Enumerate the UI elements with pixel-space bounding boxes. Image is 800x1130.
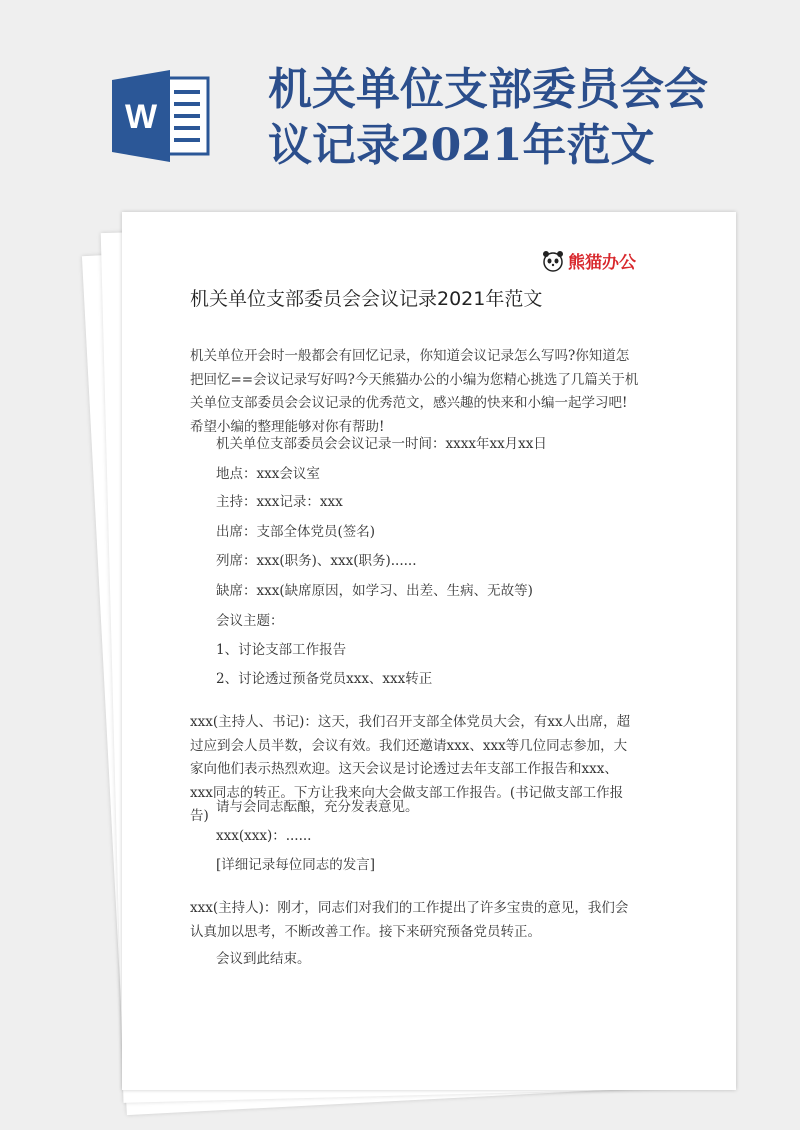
logo-text: 熊猫办公 — [568, 253, 636, 273]
panda-icon — [542, 250, 564, 272]
word-icon — [112, 70, 210, 162]
record-line: [详细记录每位同志的发言] — [216, 857, 376, 873]
logo — [542, 248, 636, 273]
header-title: 机关单位支部委员会会议记录2021年范文 — [268, 64, 708, 171]
record-line: xxx(xxx)：...... — [216, 828, 312, 844]
record-line: 出席：支部全体党员(签名) — [216, 524, 376, 540]
document-title: 机关单位支部委员会会议记录2021年范文 — [190, 288, 543, 310]
record-line: 会议主题： — [216, 613, 284, 629]
record-line: 1、讨论支部工作报告 — [216, 642, 347, 658]
record-line: 2、讨论透过预备党员xxx、xxx转正 — [216, 671, 433, 687]
svg-text:W: W — [124, 98, 158, 136]
document-page — [122, 212, 736, 1090]
record-line: 缺席：xxx(缺席原因，如学习、出差、生病、无故等) — [216, 583, 533, 599]
record-line: 列席：xxx(职务)、xxx(职务)...... — [216, 553, 417, 569]
closing-line: 会议到此结束。 — [216, 951, 311, 967]
record-line: 机关单位支部委员会会议记录一时间：xxxx年xx月xx日 — [216, 436, 547, 452]
intro-paragraph: 机关单位开会时一般都会有回忆记录，你知道会议记录怎么写吗?你知道怎把回忆==会议记录写好吗?今天熊猫办公的小编为您精心挑选了几篇关于机关单位支部委员会会议记录的优秀范文，感兴趣的快来和小编一起学习吧!希望小编的整理能够对你有帮助! — [190, 348, 639, 435]
speech-paragraph: xxx(主持人)：刚才，同志们对我们的工作提出了许多宝贵的意见，我们会认真加以思考，不断改善工作。接下来研究预备党员转正。 — [190, 900, 629, 940]
speech-paragraph: xxx(主持人、书记)：这天，我们召开支部全体党员大会，有xx人出席，超过应到会人员半数，会议有效。我们还邀请xxx、xxx等几位同志参加，大家向他们表示热烈欢迎。这天会议是讨论透过去年支部工作报告和xxx、xxx同志的转正。下方让我来向大会做支部工作报告。(书记做支部工作报告) — [190, 714, 631, 824]
record-line: 地点：xxx会议室 — [216, 466, 320, 482]
record-line: 请与会同志酝酿，充分发表意见。 — [216, 799, 419, 815]
record-line: 主持：xxx记录：xxx — [216, 494, 343, 510]
